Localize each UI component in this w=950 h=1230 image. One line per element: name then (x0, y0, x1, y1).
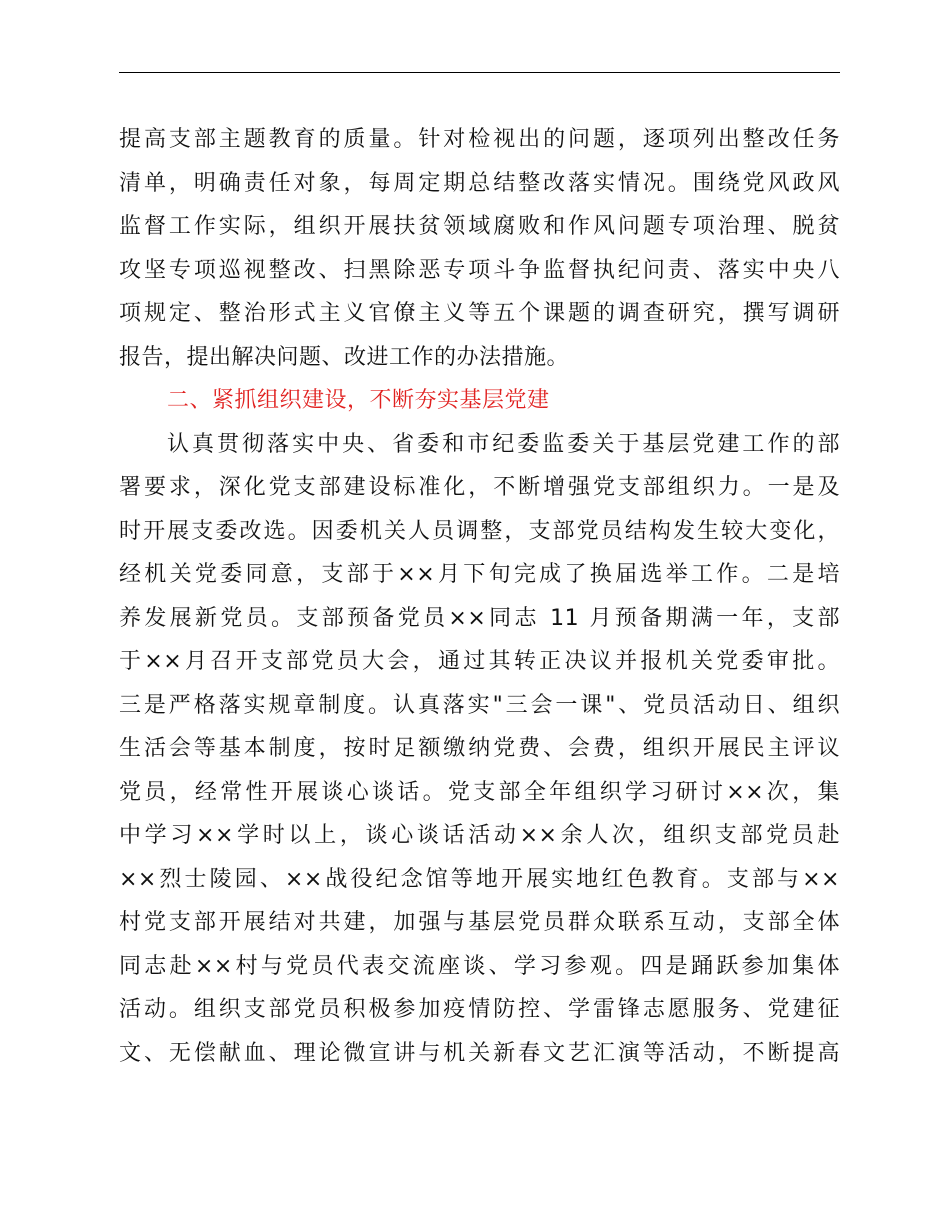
text-line: 村党支部开展结对共建，加强与基层党员群众联系互动，支部全体 (119, 910, 840, 935)
text-line: 文、无偿献血、理论微宣讲与机关新春文艺汇演等活动，不断提高 (119, 1040, 840, 1066)
text-line: 党员，经常性开展谈心谈话。党支部全年组织学习研讨××次，集 (119, 779, 840, 805)
text-line: 经机关党委同意，支部于××月下旬完成了换届选举工作。二是培 (119, 562, 840, 587)
header-rule (119, 72, 840, 73)
text-line: 项规定、整治形式主义官僚主义等五个课题的调查研究，撰写调研 (119, 301, 840, 326)
text-line: 报告，提出解决问题、改进工作的办法措施。 (119, 344, 570, 370)
text-line: 活动。组织支部党员积极参加疫情防控、学雷锋志愿服务、党建征 (119, 997, 840, 1022)
text-line: 提高支部主题教育的质量。针对检视出的问题，逐项列出整改任务 (119, 127, 840, 152)
text-line: 清单，明确责任对象，每周定期总结整改落实情况。围绕党风政风 (119, 170, 840, 196)
text-line: 认真贯彻落实中央、省委和市纪委监委关于基层党建工作的部 (167, 431, 840, 457)
text-line: 署要求，深化党支部建设标准化，不断增强党支部组织力。一是及 (119, 475, 840, 500)
text-line: 中学习××学时以上，谈心谈话活动××余人次，组织支部党员赴 (119, 823, 840, 848)
text-line: 时开展支委改选。因委机关人员调整，支部党员结构发生较大变化， (119, 518, 840, 544)
text-line: 生活会等基本制度，按时足额缴纳党费、会费，组织开展民主评议 (119, 736, 840, 761)
text-line: 三是严格落实规章制度。认真落实"三会一课"、党员活动日、组织 (119, 692, 840, 718)
section-heading: 二、紧抓组织建设，不断夯实基层党建 (167, 388, 550, 413)
text-line: 监督工作实际，组织开展扶贫领域腐败和作风问题专项治理、脱贫 (119, 214, 840, 239)
text-line: 养发展新党员。支部预备党员××同志 11 月预备期满一年，支部 (119, 605, 840, 631)
text-line: ××烈士陵园、××战役纪念馆等地开展实地红色教育。支部与×× (119, 866, 840, 892)
paragraph-continued (119, 118, 840, 379)
document-body (119, 118, 840, 1075)
text-line: 于××月召开支部党员大会，通过其转正决议并报机关党委审批。 (119, 649, 840, 674)
paragraph-section2 (119, 423, 840, 1076)
text-line: 同志赴××村与党员代表交流座谈、学习参观。四是踊跃参加集体 (119, 953, 840, 979)
text-line: 攻坚专项巡视整改、扫黑除恶专项斗争监督执纪问责、落实中央八 (119, 257, 840, 283)
